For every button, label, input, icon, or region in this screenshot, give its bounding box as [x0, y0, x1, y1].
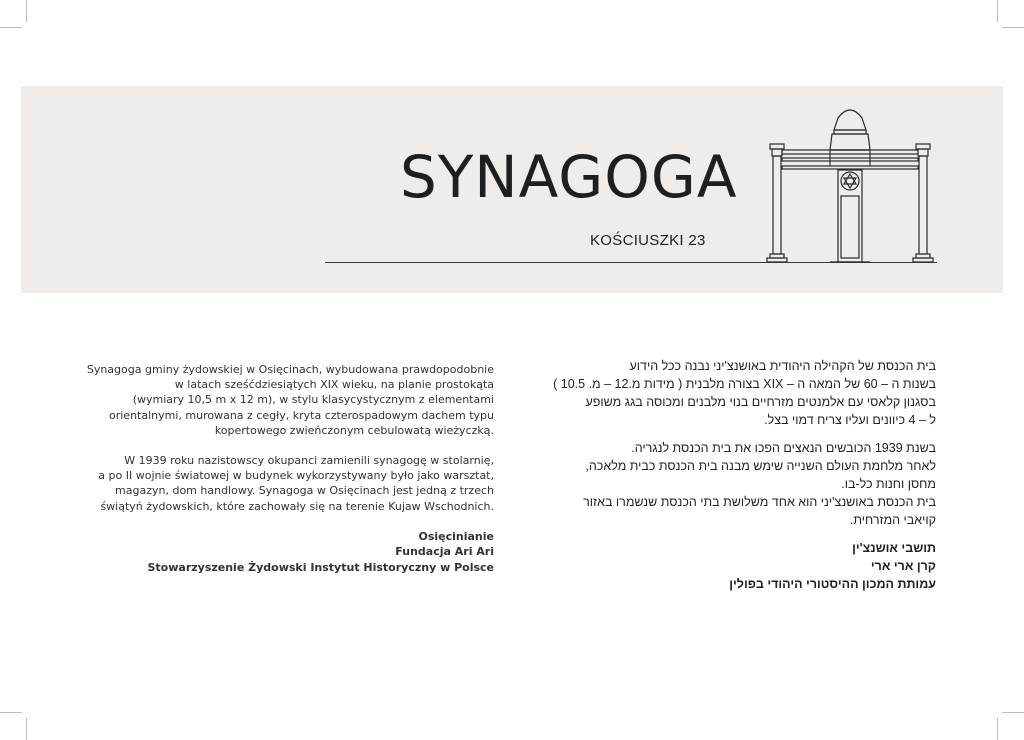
hebrew-signatures — [540, 539, 936, 593]
text-line: Synagoga gminy żydowskiej w Osięcinach, wybudowana prawdopodobnie — [86, 363, 494, 376]
hebrew-paragraph-2 — [540, 439, 936, 529]
polish-signatures — [84, 529, 494, 575]
text-line: בסגנון קלאסי עם אלמנטים מזרחיים בנוי מלבנים ומכוסה בגג משופע — [585, 395, 936, 409]
text-line: magazyn, dom handlowy. Synagoga w Osięcinach jest jedną z trzech — [115, 484, 494, 498]
crop-mark — [26, 0, 27, 22]
polish-description — [84, 362, 494, 575]
text-line: בשנת 1939 הכובשים הנאצים הפכו את בית הכנסת לנגריה. — [631, 441, 936, 455]
synagogue-building-icon — [760, 104, 940, 264]
text-line: orientalnymi, murowana z cegły, kryta czterospadowym dachem typu — [109, 408, 494, 422]
text-line: ל – 4 כיוונים ועליו צריח דמוי בצל. — [764, 413, 936, 427]
text-line: w latach sześćdziesiątych XIX wieku, na planie prostokąta — [174, 378, 494, 392]
crop-mark — [997, 718, 998, 740]
text-line: בשנות ה – 60 של המאה ה – XIX בצורה מלבנית ( מידות מ.12 – מ. 10.5 ) — [553, 377, 936, 391]
signature-line: תושבי אושנצ'ין — [852, 541, 936, 555]
page-title: SYNAGOGA — [400, 143, 738, 211]
crop-mark — [0, 27, 22, 28]
polish-paragraph-1 — [84, 362, 494, 438]
crop-mark — [1002, 712, 1024, 713]
street-address: KOŚCIUSZKI 23 — [590, 232, 706, 249]
text-line: לאחר מלחמת העולם השנייה שימש מבנה בית הכנסת כבית מלאכה, — [585, 459, 936, 473]
text-line: W 1939 roku nazistowscy okupanci zamienili synagogę w stolarnię, — [124, 454, 494, 468]
crop-mark — [997, 0, 998, 22]
text-line: קויאבי המזרחית. — [849, 513, 936, 527]
crop-mark — [0, 712, 22, 713]
text-line: a po II wojnie światowej w budynek wykorzystywany było jako warsztat, — [98, 469, 494, 483]
text-line: (wymiary 10,5 m x 12 m), w stylu klasycystycznym z elementami — [132, 393, 494, 407]
polish-paragraph-2 — [84, 453, 494, 514]
text-line: kopertowego zwieńczonym cebulowatą wieżyczką. — [214, 423, 494, 437]
hebrew-paragraph-1 — [540, 357, 936, 429]
text-line: בית הכנסת של הקהילה היהודית באושנצ'יני נבנה ככל הידוע — [629, 359, 936, 373]
signature-line: Osięcinianie — [418, 529, 494, 543]
signature-line: Stowarzyszenie Żydowski Instytut Historyczny w Polsce — [147, 560, 494, 574]
text-line: świątyń żydowskich, które zachowały się na terenie Kujaw Wschodnich. — [100, 499, 494, 513]
crop-mark — [1002, 27, 1024, 28]
crop-mark — [26, 718, 27, 740]
hebrew-description — [540, 357, 936, 593]
text-line: בית הכנסת באושנצ'יני הוא אחד משלושת בתי הכנסת שנשמרו באזור — [583, 495, 936, 509]
signature-line: Fundacja Ari Ari — [395, 545, 494, 559]
signature-line: עמותת המכון ההיסטורי היהודי בפולין — [729, 577, 936, 591]
signature-line: קרן ארי ארי — [870, 559, 936, 573]
text-line: מחסן וחנות כל-בו. — [841, 477, 936, 491]
